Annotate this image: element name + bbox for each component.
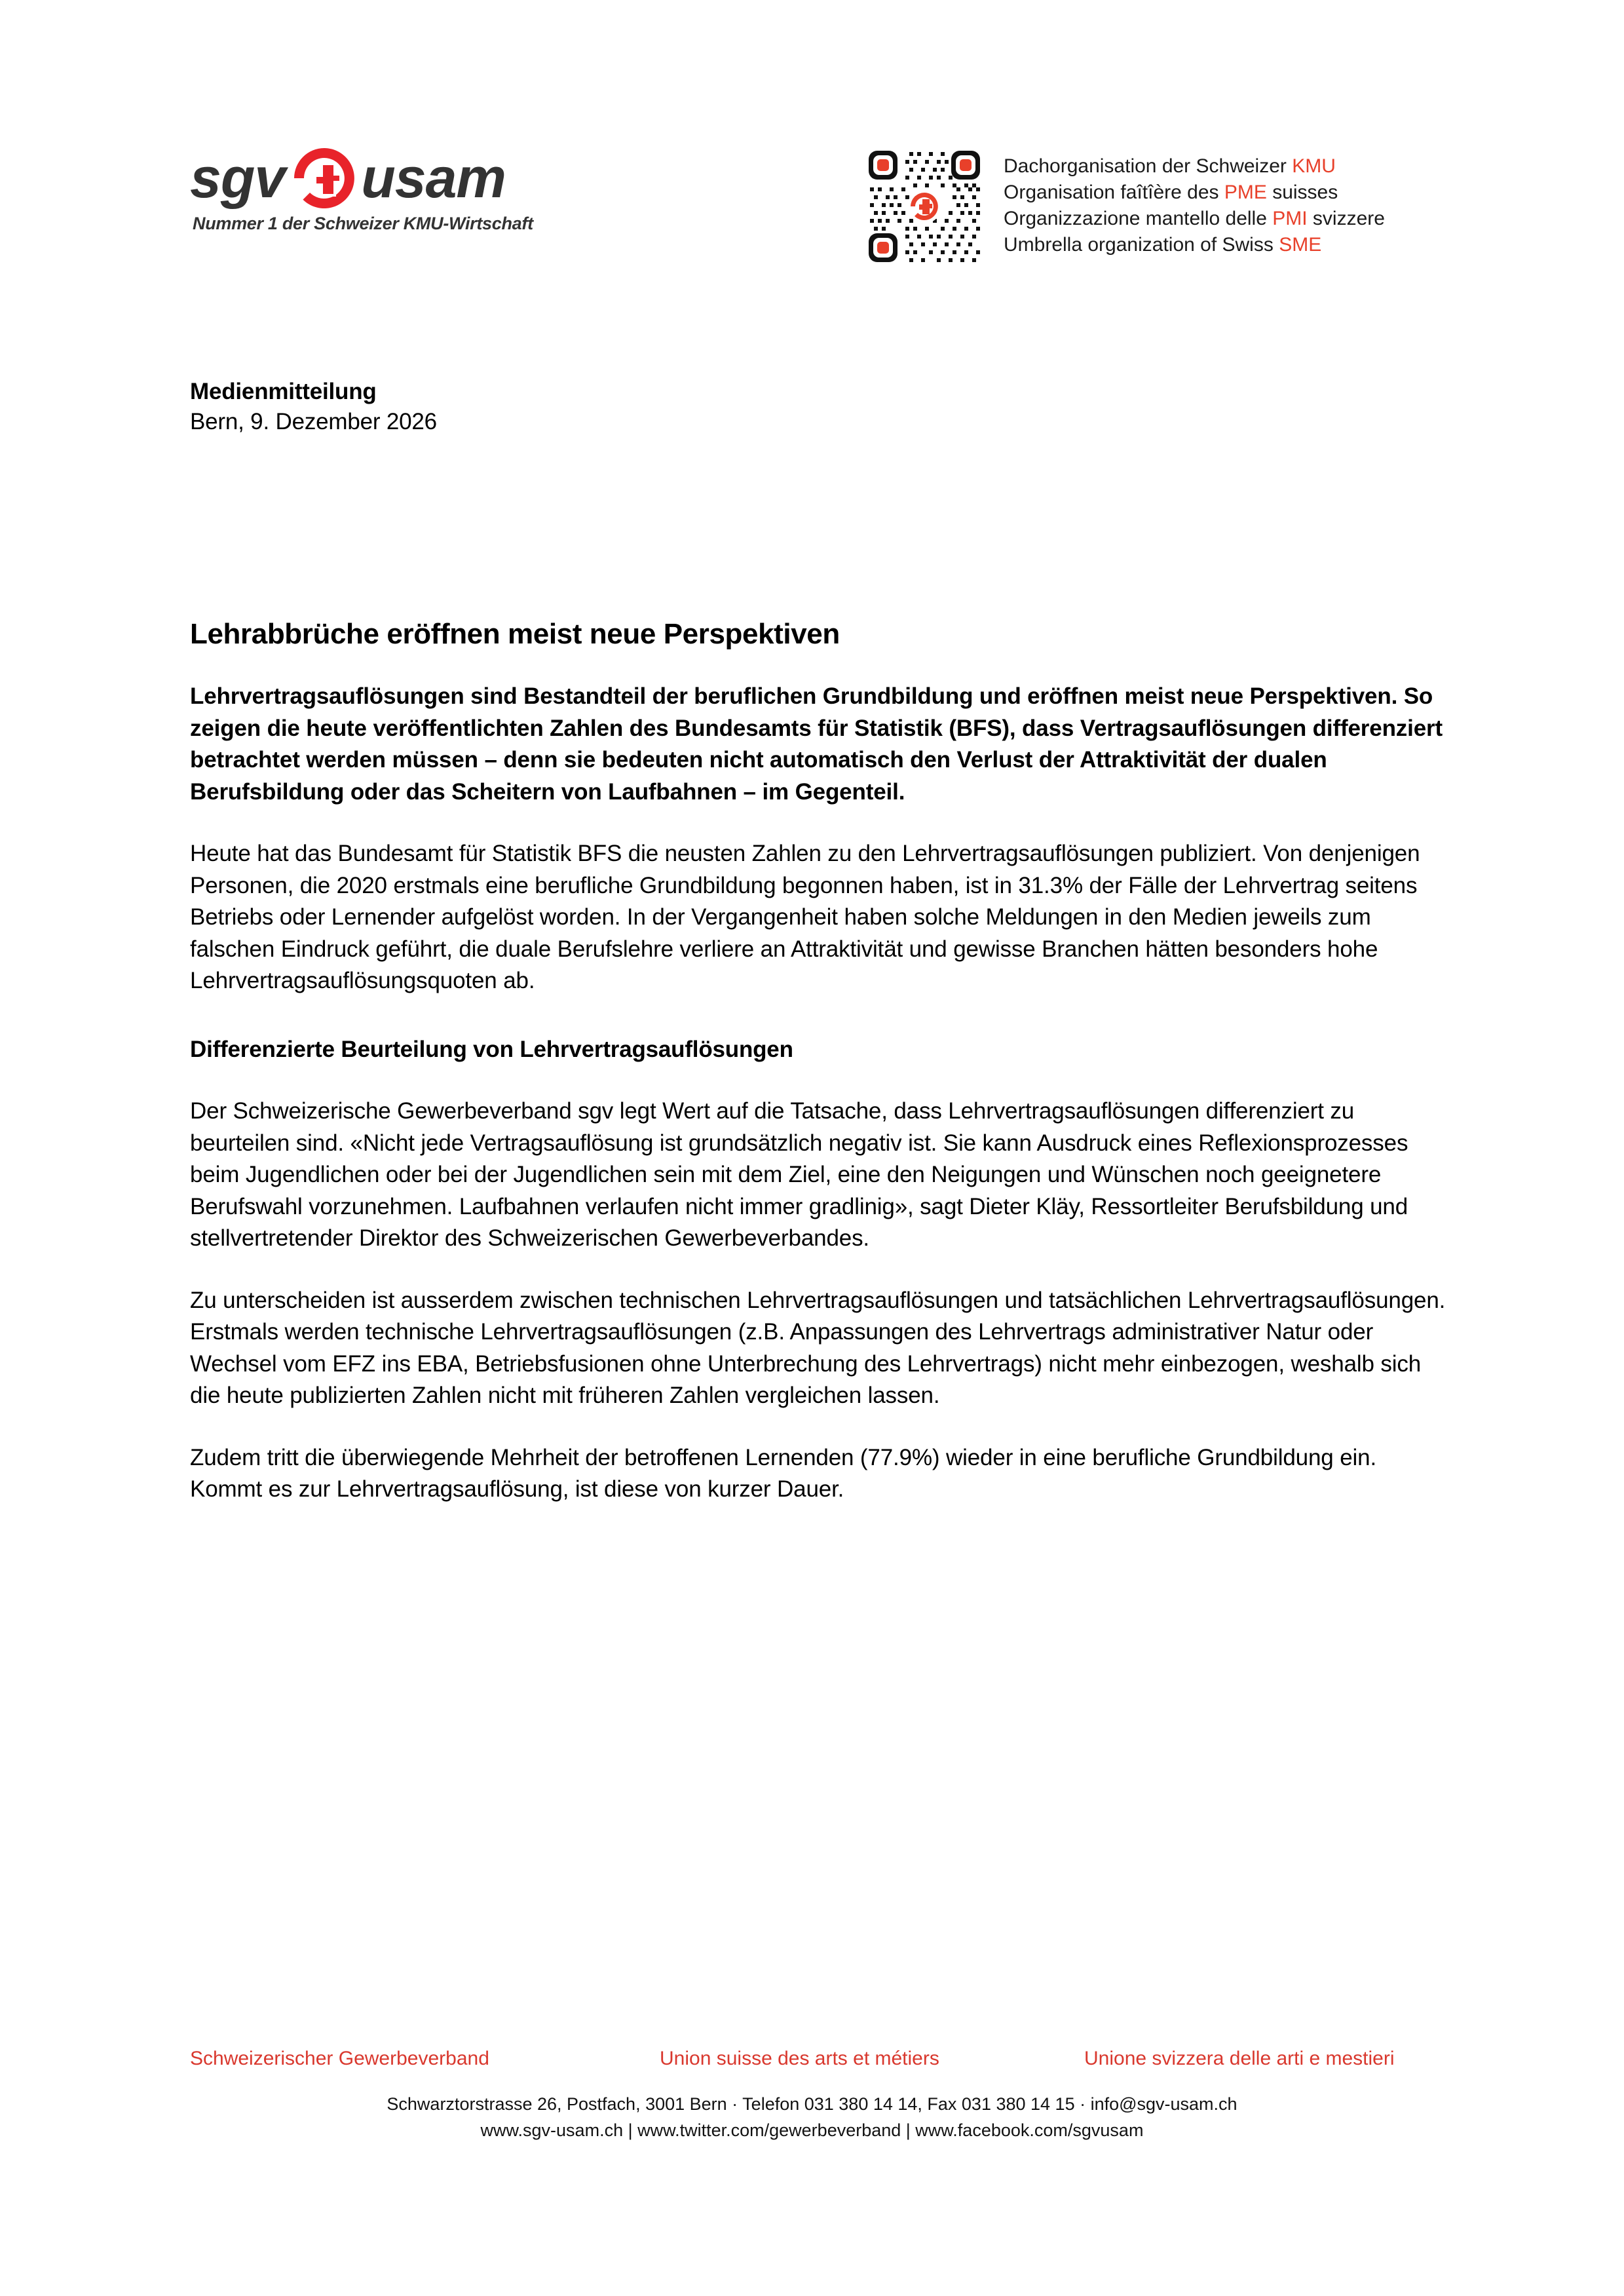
page-title: Lehrabbrüche eröffnen meist neue Perspektiven <box>190 618 840 650</box>
footer-name-it: Unione svizzera delle arti e mestieri <box>1084 2048 1395 2069</box>
language-accent-pmi: PMI <box>1272 208 1308 229</box>
footer-name-fr: Union suisse des arts et métiers <box>660 2048 939 2069</box>
body-paragraph-2: Der Schweizerische Gewerbeverband sgv legt Wert auf die Tatsache, dass Lehrvertragsauflösungen differenziert zu beurteilen sind. «Nicht jede Vertragsauflösung ist grundsätzlich negativ ist. Sie kann Ausdruck eines Reflexionsprozesses beim Jugendlichen oder bei der Jugendlichen sein mit dem Ziel, eine den Neigungen und Wünschen noch geeignetere Berufswahl vorzunehmen. Laufbahnen verlaufen nicht immer gradlinig», sagt Dieter Kläy, Ressortleiter Berufsbildung und stellvertretender Direktor des Schweizerischen Gewerbeverbandes. <box>190 1098 1408 1251</box>
logo-tagline: Nummer 1 der Schweizer KMU-Wirtschaft <box>193 214 533 233</box>
document-type-label: Medienmitteilung <box>190 379 377 404</box>
language-prefix-fr: Organisation faîtîère des <box>1004 182 1224 203</box>
body-paragraph-3: Zu unterscheiden ist ausserdem zwischen technischen Lehrvertragsauflösungen und tatsächlichen Lehrvertragsauflösungen. Erstmals werden technische Lehrvertragsauflösungen (z.B. Anpassungen des Lehrvertrags administrativer Natur oder Wechsel vom EFZ ins EBA, Betriebsfusionen ohne Unterbrechung des Lehrvertrags) nicht mehr einbezogen, weshalb sich die heute publizierten Zahlen nicht mit früheren Zahlen vergleichen lassen. <box>190 1287 1446 1408</box>
language-prefix-it: Organizzazione mantello delle <box>1004 208 1273 229</box>
footer-organization-names <box>0 2048 1624 2079</box>
sgv-usam-logo <box>190 145 557 234</box>
lead-paragraph: Lehrvertragsauflösungen sind Bestandteil der beruflichen Grundbildung und eröffnen meist neue Perspektiven. So zeigen die heute veröffentlichten Zahlen des Bundesamts für Statistik (BFS), dass Vertragsauflösungen differenziert betrachtet werden müssen – denn sie bedeuten nicht automatisch den Verlust der Attraktivität der dualen Berufsbildung oder das Scheitern von Laufbahnen – im Gegenteil. <box>190 683 1443 805</box>
sgv-swiss-cross-emblem-icon <box>290 144 358 212</box>
footer-name-de: Schweizerischer Gewerbeverband <box>190 2048 489 2069</box>
page-footer <box>0 2048 1624 2143</box>
qr-code-icon[interactable] <box>865 147 984 266</box>
section-subheading: Differenzierte Beurteilung von Lehrvertragsauflösungen <box>190 1036 793 1062</box>
language-line-it <box>1004 206 1385 232</box>
body-paragraph-1: Heute hat das Bundesamt für Statistik BFS die neusten Zahlen zu den Lehrvertragsauflösungen publiziert. Von denjenigen Personen, die 2020 erstmals eine berufliche Grundbildung begonnen haben, ist in 31.3% der Fälle der Lehrvertrag seitens Betriebs oder Lernender aufgelöst worden. In der Vergangenheit haben solche Meldungen in den Medien jeweils zum falschen Eindruck geführt, die duale Berufslehre verliere an Attraktivität und gewisse Branchen hätten besonders hohe Lehrvertragsauflösungsquoten ab. <box>190 841 1420 993</box>
header-right-block <box>865 147 1385 266</box>
language-line-de <box>1004 153 1385 180</box>
page-header <box>0 138 1624 282</box>
language-prefix-en: Umbrella organization of Swiss <box>1004 234 1279 256</box>
logo-word-sgv: sgv <box>190 147 286 210</box>
footer-links-line[interactable]: www.sgv-usam.ch | www.twitter.com/gewerbeverband | www.facebook.com/sgvusam <box>480 2120 1144 2140</box>
document-body <box>190 377 1448 1506</box>
language-list <box>1004 147 1385 258</box>
language-accent-kmu: KMU <box>1292 155 1336 177</box>
language-suffix-it: svizzere <box>1307 208 1385 229</box>
footer-contact-line: Schwarztorstrasse 26, Postfach, 3001 Bern · Telefon 031 380 14 14, Fax 031 380 14 15 · info@sgv-usam.ch <box>387 2094 1237 2114</box>
language-suffix-fr: suisses <box>1266 182 1338 203</box>
body-paragraph-4: Zudem tritt die überwiegende Mehrheit der betroffenen Lernenden (77.9%) wieder in eine berufliche Grundbildung ein. Kommt es zur Lehrvertragsauflösung, ist diese von kurzer Dauer. <box>190 1444 1377 1502</box>
language-prefix-de: Dachorganisation der Schweizer <box>1004 155 1293 177</box>
language-line-fr <box>1004 180 1385 206</box>
language-accent-sme: SME <box>1279 234 1322 256</box>
place-and-date: Bern, 9. Dezember 2026 <box>190 409 437 434</box>
language-line-en <box>1004 232 1385 258</box>
logo-wordmark <box>190 145 557 211</box>
language-accent-pme: PME <box>1224 182 1267 203</box>
logo-word-usam: usam <box>361 147 506 210</box>
